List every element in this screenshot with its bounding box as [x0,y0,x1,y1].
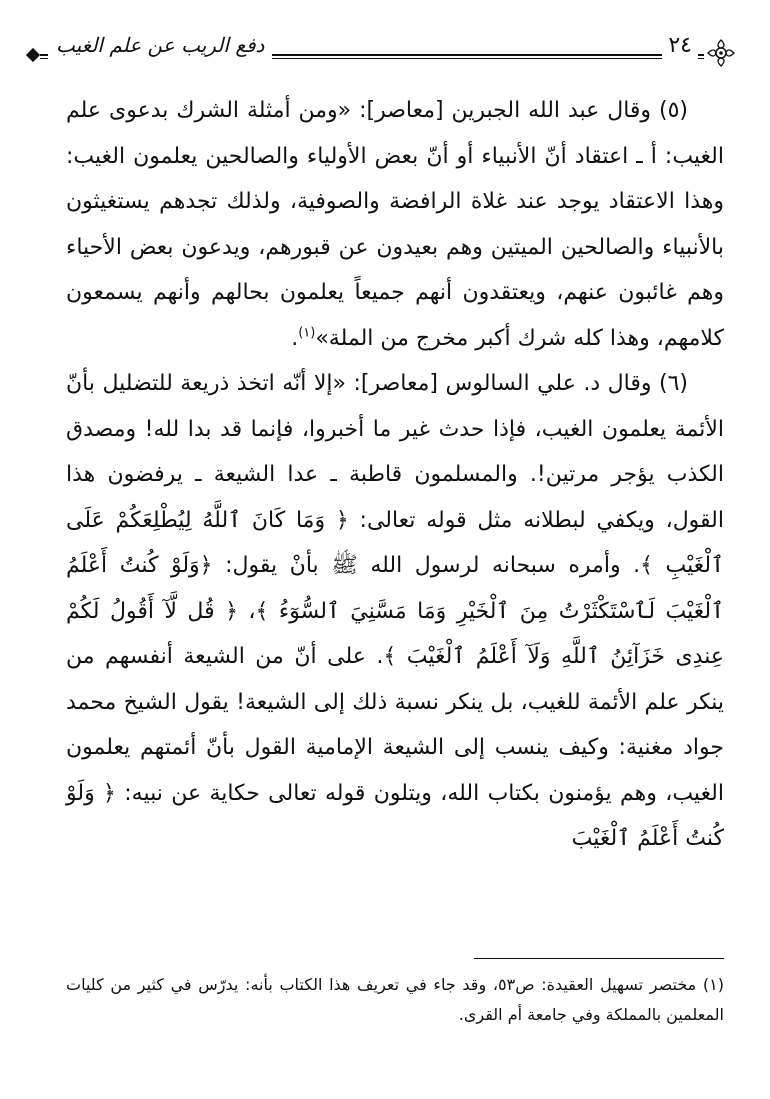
paragraph-5 [66,88,724,361]
page-header [28,30,738,70]
footnote-separator [474,958,724,959]
running-title: دفع الريب عن علم الغيب [48,30,272,60]
floral-ornament-icon [704,36,738,70]
footnote-reference-1: (١) [298,325,316,341]
page-number: ٢٤ [662,32,698,60]
footnote-1: (١) مختصر تسهيل العقيدة: ص٥٣، وقد جاء في تعريف هذا الكتاب بأنه: يدرّس في كثير من كليات المعلمين بالمملكة وفي جامعة أم القرى. [66,975,724,1024]
diamond-ornament-icon [26,48,40,62]
paragraph-5-text: (٥) وقال عبد الله الجبرين [معاصر]: «ومن أمثلة الشرك بدعوى علم الغيب: أ ـ اعتقاد أنّ الأنبياء أو أنّ بعض الأولياء والصالحين يعلمون الغيب: وهذا الاعتقاد يوجد عند غلاة الرافضة والصوفية، ولذلك تجدهم يستغيثون بالأنبياء والصالحين الميتين وهم بعيدون عن قبورهم، ويدعون بعض الأحياء وهم غائبون عنهم، ويعتقدون أنهم جميعاً يعلمون بحالهم وأنهم يسمعون كلامهم، وهذا كله شرك أكبر مخرج من الملة» [66,98,724,351]
main-text [66,88,724,862]
paragraph-6: (٦) وقال د. علي السالوس [معاصر]: «إلا أنّه اتخذ ذريعة للتضليل بأنّ الأئمة يعلمون الغيب، فإذا حدث غير ما أخبروا، فإنما قد بدا لله! ومصدق الكذب يؤجر مرتين!. والمسلمون قاطبة ـ عدا الشيعة ـ يرفضون هذا القول، ويكفي لبطلانه مثل قوله تعالى: ﴿ وَمَا كَانَ ٱللَّهُ لِيُطْلِعَكُمْ عَلَى ٱلْغَيْبِ ﴾. وأمره سبحانه لرسول الله ﷺ بأنْ يقول: ﴿وَلَوْ كُنتُ أَعْلَمُ ٱلْغَيْبَ لَٱسْتَكْثَرْتُ مِنَ ٱلْخَيْرِ وَمَا مَسَّنِيَ ٱلسُّوٓءُ ﴾، ﴿ قُل لَّآ أَقُولُ لَكُمْ عِندِى خَزَآئِنُ ٱللَّهِ وَلَآ أَعْلَمُ ٱلْغَيْبَ ﴾. على أنّ من الشيعة أنفسهم من ينكر علم الأئمة للغيب، بل ينكر نسبة ذلك إلى الشيعة! يقول الشيخ محمد جواد مغنية: وكيف ينسب إلى الشيعة الإمامية القول بأنّ أئمتهم يعلمون الغيب، وهم يؤمنون بكتاب الله، ويتلون قوله تعالى حكاية عن نبيه: ﴿ وَلَوْ كُنتُ أَعْلَمُ ٱلْغَيْبَ [66,371,724,851]
footnotes [66,970,724,1030]
paragraph-5-end: . [291,325,299,351]
